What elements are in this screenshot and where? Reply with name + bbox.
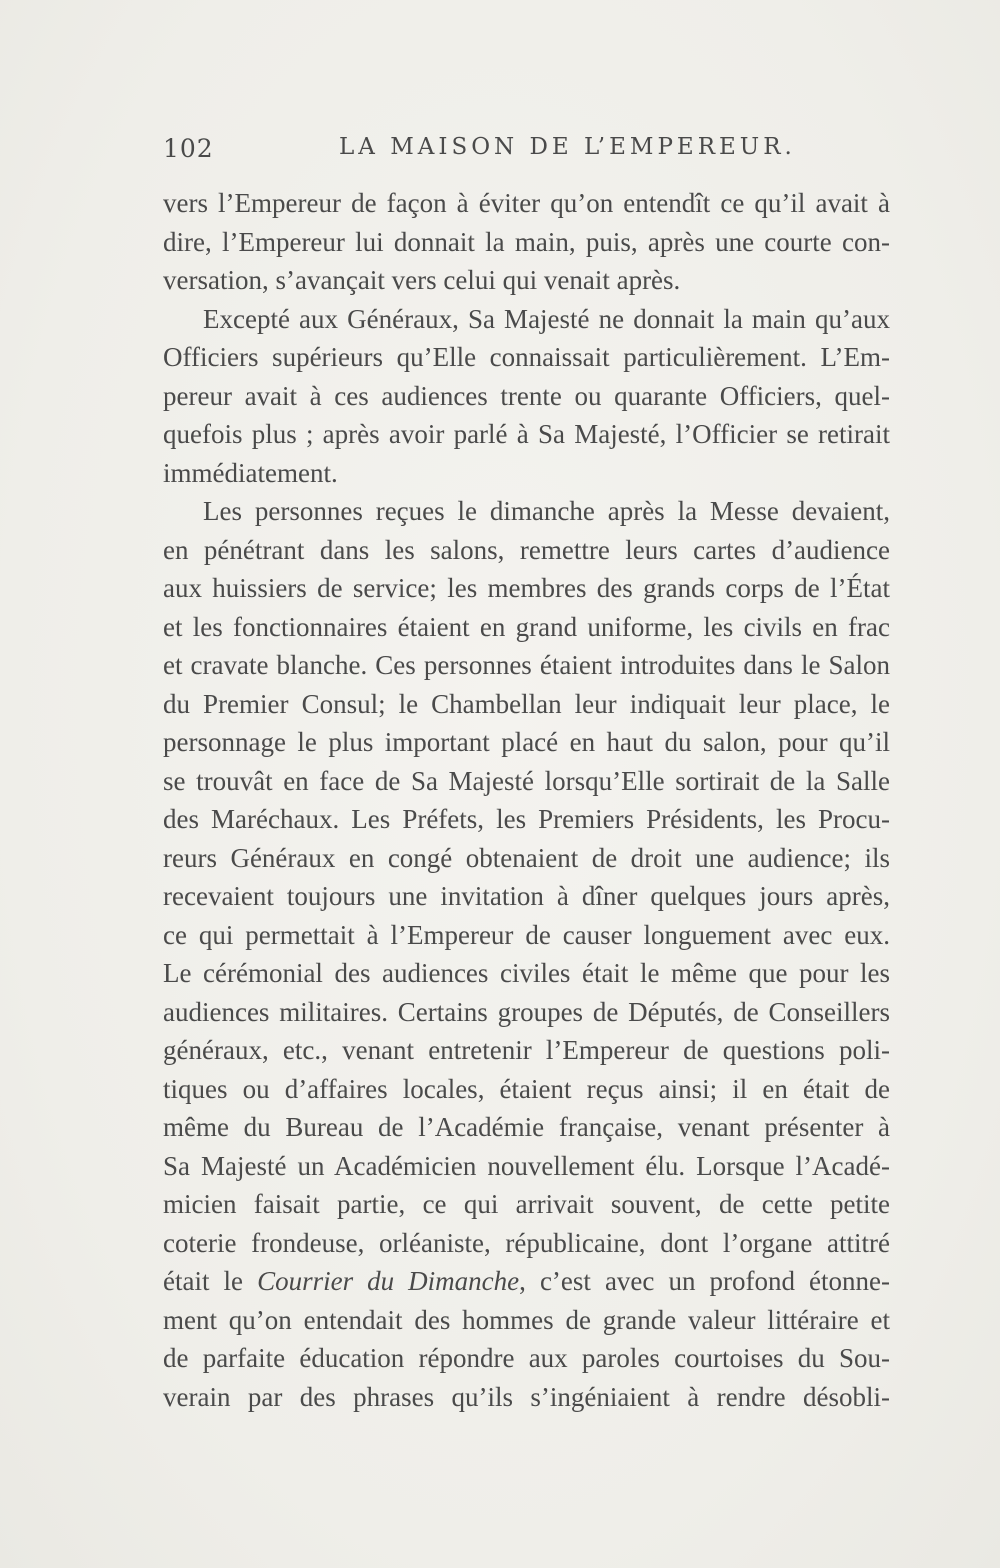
text-line: se trouvât en face de Sa Majesté lorsqu’Elle sortirait de la Salle bbox=[163, 765, 890, 796]
text-line: coterie frondeuse, orléaniste, républicaine, dont l’organe attitré bbox=[163, 1227, 890, 1258]
text-line: aux huissiers de service; les membres des grands corps de l’État bbox=[163, 573, 890, 603]
text-line: dire, l’Empereur lui donnait la main, puis, après une courte con- bbox=[163, 226, 890, 257]
text-line: pereur avait à ces audiences trente ou quarante Officiers, quel- bbox=[163, 380, 890, 411]
text-line: même du Bureau de l’Académie française, venant présenter à bbox=[163, 1112, 890, 1142]
text-line: en pénétrant dans les salons, remettre leurs cartes d’audience bbox=[163, 534, 890, 565]
text-line: Sa Majesté un Académicien nouvellement élu. Lorsque l’Acadé- bbox=[163, 1150, 890, 1181]
page-number: 102 bbox=[163, 134, 214, 163]
text-line bbox=[163, 1262, 890, 1301]
text-line: versation, s’avançait vers celui qui venait après. bbox=[163, 265, 681, 295]
text-line: micien faisait partie, ce qui arrivait souvent, de cette petite bbox=[163, 1189, 890, 1219]
text-line: ment qu’on entendait des hommes de grande valeur littéraire et bbox=[163, 1304, 890, 1335]
text-line: personnage le plus important placé en haut du salon, pour qu’il bbox=[163, 727, 890, 757]
text-line: du Premier Consul; le Chambellan leur indiquait leur place, le bbox=[163, 688, 890, 719]
text-line: quefois plus ; après avoir parlé à Sa Majesté, l’Officier se retirait bbox=[163, 419, 890, 449]
text-line: Le cérémonial des audiences civiles était le même que pour les bbox=[163, 958, 890, 988]
text-line: reurs Généraux en congé obtenaient de droit une audience; ils bbox=[163, 842, 890, 873]
journal-title: Courrier du Dimanche bbox=[257, 1266, 520, 1296]
text-run: était le bbox=[163, 1266, 258, 1296]
text-run: , c’est avec un profond étonne- bbox=[519, 1266, 890, 1296]
text-line: audiences militaires. Certains groupes de Députés, de Conseillers bbox=[163, 996, 890, 1027]
running-title: LA MAISON DE L’EMPEREUR. bbox=[339, 134, 796, 160]
text-line: et cravate blanche. Ces personnes étaient introduites dans le Salon bbox=[163, 650, 890, 680]
text-line: recevaient toujours une invitation à dîner quelques jours après, bbox=[163, 881, 890, 911]
text-line: de parfaite éducation répondre aux paroles courtoises du Sou- bbox=[163, 1343, 890, 1373]
text-line: ce qui permettait à l’Empereur de causer longuement avec eux. bbox=[163, 919, 890, 950]
text-line: Officiers supérieurs qu’Elle connaissait particulièrement. L’Em- bbox=[163, 342, 890, 372]
text-line: immédiatement. bbox=[163, 457, 338, 488]
text-line: Excepté aux Généraux, Sa Majesté ne donnait la main qu’aux bbox=[203, 303, 890, 334]
body-text bbox=[163, 184, 890, 1416]
text-line: verain par des phrases qu’ils s’ingéniaient à rendre désobli- bbox=[163, 1381, 890, 1412]
text-line: des Maréchaux. Les Préfets, les Premiers Présidents, les Procu- bbox=[163, 804, 890, 834]
text-line: tiques ou d’affaires locales, étaient reçus ainsi; il en était de bbox=[163, 1073, 890, 1104]
text-line: Les personnes reçues le dimanche après la Messe devaient, bbox=[203, 496, 890, 526]
text-line: généraux, etc., venant entretenir l’Empereur de questions poli- bbox=[163, 1035, 890, 1065]
text-line: et les fonctionnaires étaient en grand uniforme, les civils en frac bbox=[163, 611, 890, 642]
text-line: vers l’Empereur de façon à éviter qu’on entendît ce qu’il avait à bbox=[163, 188, 890, 218]
running-head bbox=[163, 134, 890, 174]
